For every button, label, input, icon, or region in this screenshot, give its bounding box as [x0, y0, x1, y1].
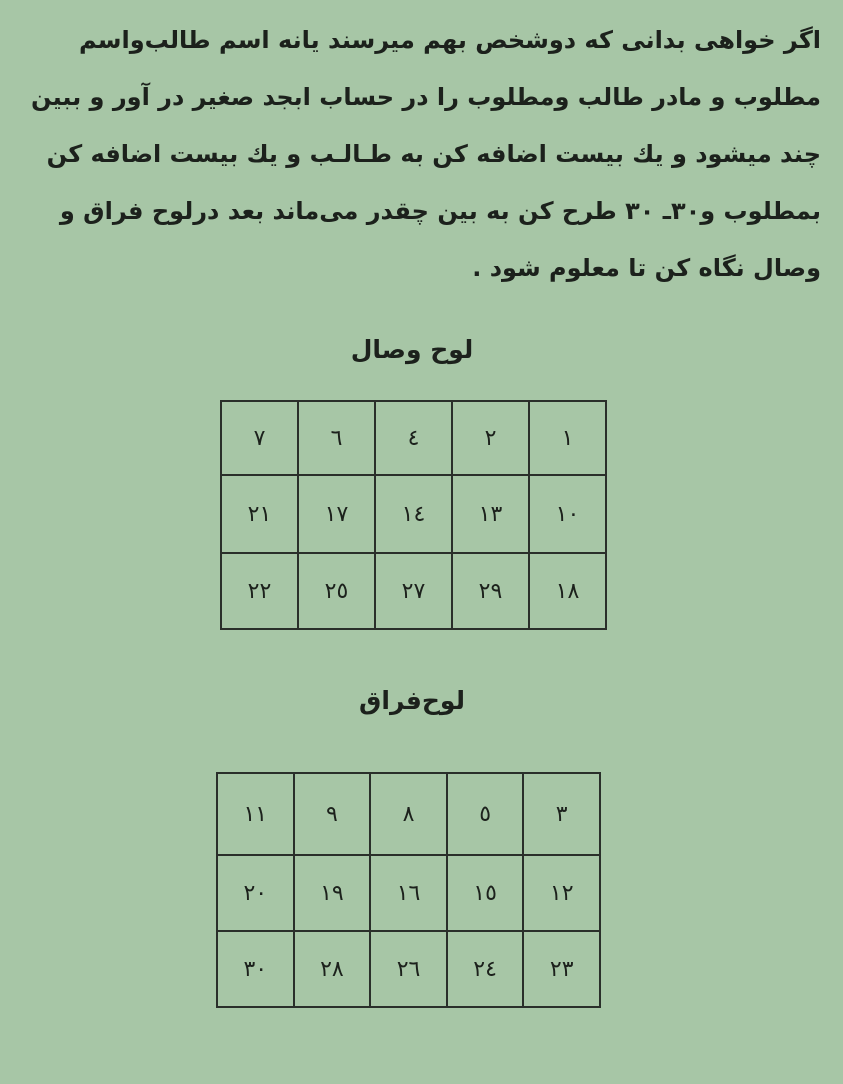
feraq-table-title: لوح‌فراق	[359, 686, 465, 715]
table-cell: ٢٤	[447, 931, 524, 1007]
table-cell: ٢٩	[452, 553, 529, 629]
table-cell: ٧	[221, 401, 298, 475]
table-cell: ٢	[452, 401, 529, 475]
table-row	[217, 773, 600, 855]
table-row	[221, 401, 606, 475]
paragraph-line: وصال نگاه کن تا معلوم شود .	[472, 254, 821, 282]
table-cell: ١٢	[523, 855, 600, 931]
paragraph-line: اگر خواهی بدانی که دوشخص بهم میرسند یانه اسم طالب‌واسم	[79, 26, 821, 54]
table-cell: ٢٥	[298, 553, 375, 629]
table-cell: ٤	[375, 401, 452, 475]
table-cell: ١٧	[298, 475, 375, 553]
paragraph-line: چند میشود و یك بیست اضافه کن به طـالـب و یك بیست اضافه کن	[46, 140, 821, 168]
table-cell: ١١	[217, 773, 294, 855]
table-cell: ٢٣	[523, 931, 600, 1007]
table-cell: ٣٠	[217, 931, 294, 1007]
table-cell: ١٨	[529, 553, 606, 629]
table-cell: ٦	[298, 401, 375, 475]
instruction-paragraph	[21, 12, 821, 297]
table-row	[221, 475, 606, 553]
table-cell: ١٥	[447, 855, 524, 931]
table-cell: ١٩	[294, 855, 371, 931]
wesal-table-title: لوح وصال	[350, 335, 474, 364]
table-cell: ٢١	[221, 475, 298, 553]
table-row	[217, 931, 600, 1007]
table-cell: ٢٨	[294, 931, 371, 1007]
table-cell: ٢٦	[370, 931, 447, 1007]
table-cell: ١٦	[370, 855, 447, 931]
table-cell: ٣	[523, 773, 600, 855]
paragraph-line: بمطلوب و۳۰ـ ۳۰ طرح کن به بین چقدر می‌ماند بعد درلوح فراق و	[59, 197, 821, 225]
table-row	[221, 553, 606, 629]
paragraph-line: مطلوب و مادر طالب ومطلوب را در حساب ابجد صغیر در آور و ببین	[31, 83, 821, 111]
table-cell: ٢٢	[221, 553, 298, 629]
table-cell: ٢٠	[217, 855, 294, 931]
table-cell: ١٤	[375, 475, 452, 553]
table-cell: ١٠	[529, 475, 606, 553]
table-cell: ٢٧	[375, 553, 452, 629]
table-cell: ١	[529, 401, 606, 475]
table-row	[217, 855, 600, 931]
table-cell: ٨	[370, 773, 447, 855]
wesal-table	[220, 400, 607, 630]
table-cell: ٥	[447, 773, 524, 855]
feraq-table	[216, 772, 601, 1008]
table-cell: ١٣	[452, 475, 529, 553]
table-cell: ٩	[294, 773, 371, 855]
